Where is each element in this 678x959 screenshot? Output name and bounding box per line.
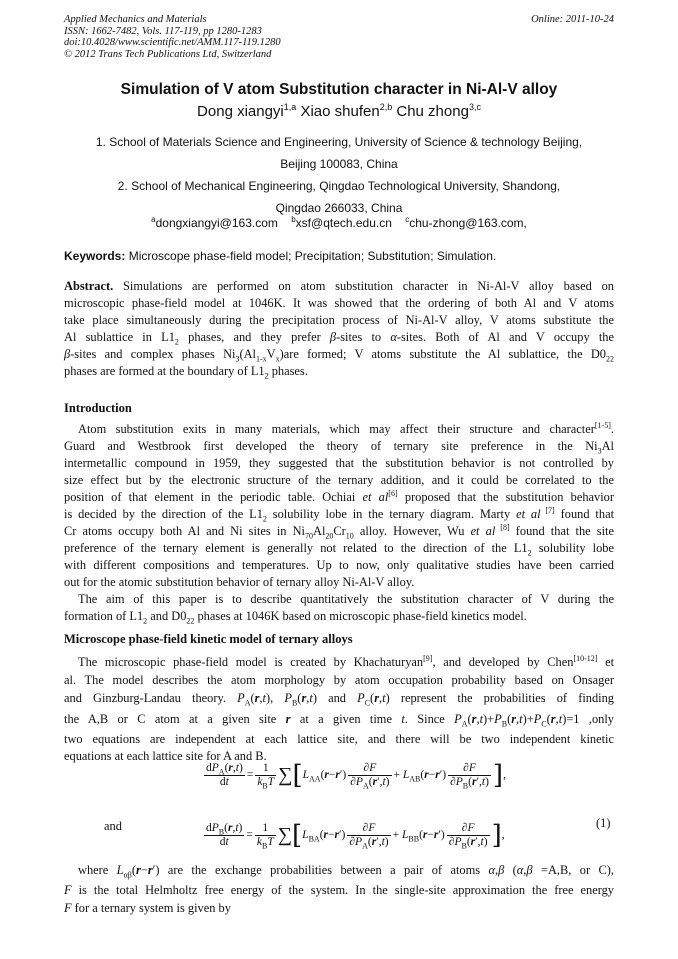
paper-title: Simulation of V atom Substitution character in Ni-Al-V alloy: [120, 81, 558, 98]
affiliations: [40, 131, 638, 219]
author-line: [40, 103, 638, 120]
intro-heading: Introduction: [64, 401, 132, 415]
equation-number: (1): [596, 816, 611, 830]
equation-b: $\frac{dP_B(r,t)}{dt}$ = $\frac{1}{k_BT}$ $\sum[L_{BA}(r-r')$ $\frac{\partial F}{\partial P_A(r',t)}$ + $L_{BB}(r-r')$ $\frac{\partial F}{\partial P_B(r',t)}$ ],: [206, 820, 505, 851]
affiliation-1-line-2: Beijing 100083, China: [280, 157, 398, 171]
and-text: and: [104, 819, 122, 833]
issn-line: ISSN: 1662-7482, Vols. 117-119, pp 1280-1283: [64, 25, 262, 37]
affiliation-2-line-1: 2. School of Mechanical Engineering, Qingdao Technological University, Shandong,: [117, 179, 561, 193]
email-c[interactable]: chu-zhong@163.com,: [409, 216, 527, 230]
online-date: Online: 2011-10-24: [531, 14, 614, 25]
keywords-label: Keywords:: [64, 249, 126, 263]
copyright-line: © 2012 Trans Tech Publications Ltd, Switzerland: [64, 48, 272, 60]
author-2: Xiao shufen: [300, 103, 380, 120]
author-1: Dong xiangyi: [197, 103, 284, 120]
email-b[interactable]: xsf@qtech.edu.cn: [295, 216, 392, 230]
author-2-sup: 2,b: [379, 102, 393, 112]
keywords-text: Microscope phase-field model; Precipitation; Substitution; Simulation.: [128, 249, 497, 263]
journal-name: Applied Mechanics and Materials: [64, 14, 207, 25]
model-heading: Microscope phase-field kinetic model of ternary alloys: [64, 632, 353, 646]
equation-a: $\frac{dP_A(r,t)}{dt}$ = $\frac{1}{k_BT}$ $\sum[L_{AA}(r-r')$ $\frac{\partial F}{\partial P_A(r',t)}$ + $L_{AB}(r-r')$ $\frac{\partial F}{\partial P_B(r',t)}$ ],: [206, 760, 506, 791]
affiliation-1-line-1: 1. School of Materials Science and Engineering, University of Science & technology Beijing,: [95, 135, 583, 149]
author-3: Chu zhong: [396, 103, 469, 120]
affiliation-2-line-2: Qingdao 266033, China: [275, 201, 403, 215]
doi-line: doi:10.4028/www.scientific.net/AMM.117-119.1280: [64, 37, 281, 48]
abstract-label: Abstract.: [64, 279, 114, 293]
author-1-sup: 1,a: [283, 102, 297, 112]
author-3-sup: 3,c: [468, 102, 481, 112]
journal-header: [64, 14, 281, 60]
email-a[interactable]: dongxiangyi@163.com: [155, 216, 278, 230]
keywords: [64, 249, 496, 263]
email-line: $^a$dongxiangyi@163.com $^b$xsf@qtech.edu.cn $^c$chu-zhong@163.com,: [151, 215, 527, 230]
